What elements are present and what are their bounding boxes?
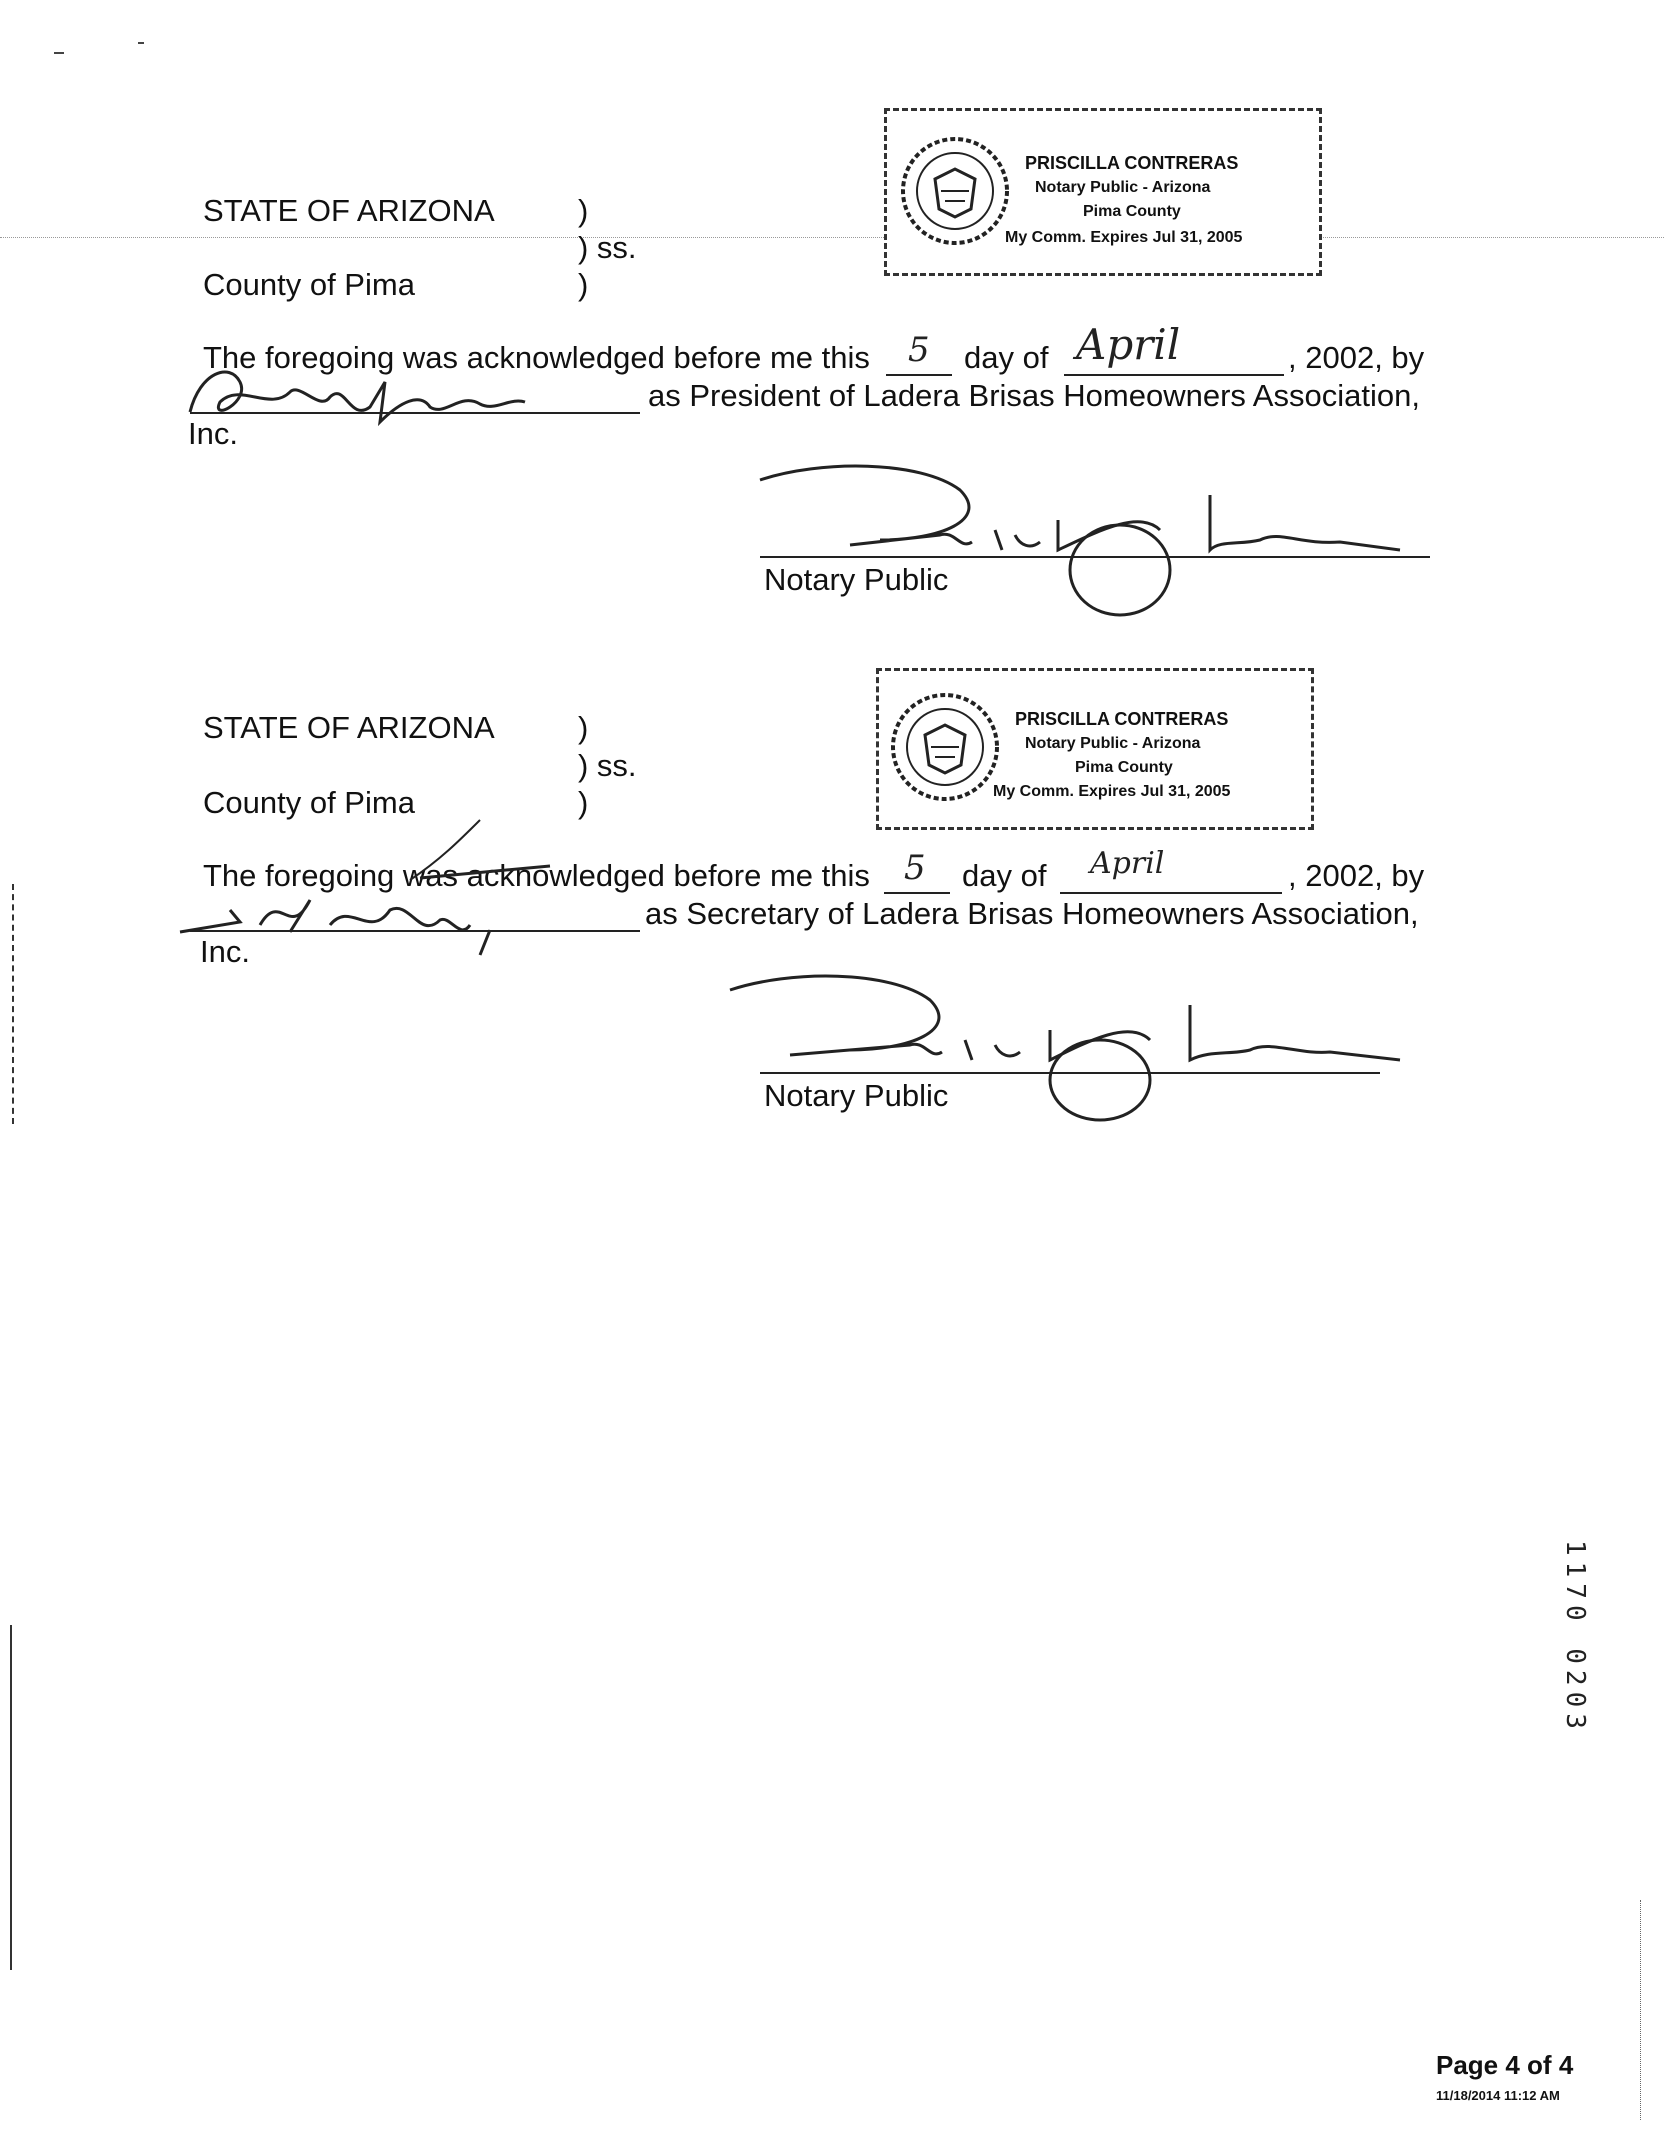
stamp-title: Notary Public - Arizona [1035,179,1211,196]
day-of-text: day of [962,858,1047,893]
state-label: STATE OF ARIZONA [203,710,495,745]
secretary-text: as Secretary of Ladera Brisas Homeowners Association, [645,896,1419,931]
month-handwritten: April [1076,320,1181,369]
paren: ) [578,267,589,302]
stamp-county: Pima County [1075,759,1173,776]
scan-guide-line [0,237,1664,238]
year-text: , 2002, by [1288,858,1425,893]
day-handwritten: 5 [908,330,930,370]
stamp-title: Notary Public - Arizona [1025,735,1201,752]
scan-margin-mark [10,1625,12,1970]
state-seal-icon [889,691,1001,803]
stamp-name: PRISCILLA CONTRERAS [1025,153,1239,173]
month-handwritten: April [1090,846,1165,881]
ack-text: The foregoing was acknowledged before me this [203,858,870,893]
print-timestamp: 11/18/2014 11:12 AM [1436,2088,1560,2103]
day-of-text: day of [964,340,1049,375]
scan-margin-mark [1640,1900,1641,2120]
day-blank [884,892,950,894]
county-label: County of Pima [203,267,415,302]
stamp-expires: My Comm. Expires Jul 31, 2005 [1005,229,1243,246]
month-blank [1060,892,1282,894]
notary-public-label: Notary Public [764,562,949,597]
notary-signature-line [760,556,1430,558]
page-number: Page 4 of 4 [1436,2050,1574,2080]
notary-stamp [884,108,1322,276]
inc-text: Inc. [188,416,238,451]
state-label: STATE OF ARIZONA [203,193,495,228]
paren: ) [578,785,589,820]
scan-speck [54,52,64,54]
stamp-name: PRISCILLA CONTRERAS [1015,709,1229,729]
stamp-county: Pima County [1083,203,1181,220]
ss-label: ) ss. [578,230,637,265]
scan-margin-mark [12,884,14,1124]
county-label: County of Pima [203,785,415,820]
notary-public-label: Notary Public [764,1078,949,1113]
day-handwritten: 5 [904,848,926,888]
notary-signature-line [760,1072,1380,1074]
month-blank [1064,374,1284,376]
side-recording-code: 1170 0203 [1560,1540,1590,1735]
scan-speck [138,42,144,44]
paren: ) [578,193,589,228]
president-text: as President of Ladera Brisas Homeowners Association, [648,378,1420,413]
day-blank [886,374,952,376]
inc-text: Inc. [200,934,250,969]
stamp-expires: My Comm. Expires Jul 31, 2005 [993,783,1231,800]
state-seal-icon [899,135,1011,247]
notary-stamp [876,668,1314,830]
year-text: , 2002, by [1288,340,1425,375]
ss-label: ) ss. [578,748,637,783]
paren: ) [578,710,589,745]
ack-text: The foregoing was acknowledged before me this [203,340,870,375]
